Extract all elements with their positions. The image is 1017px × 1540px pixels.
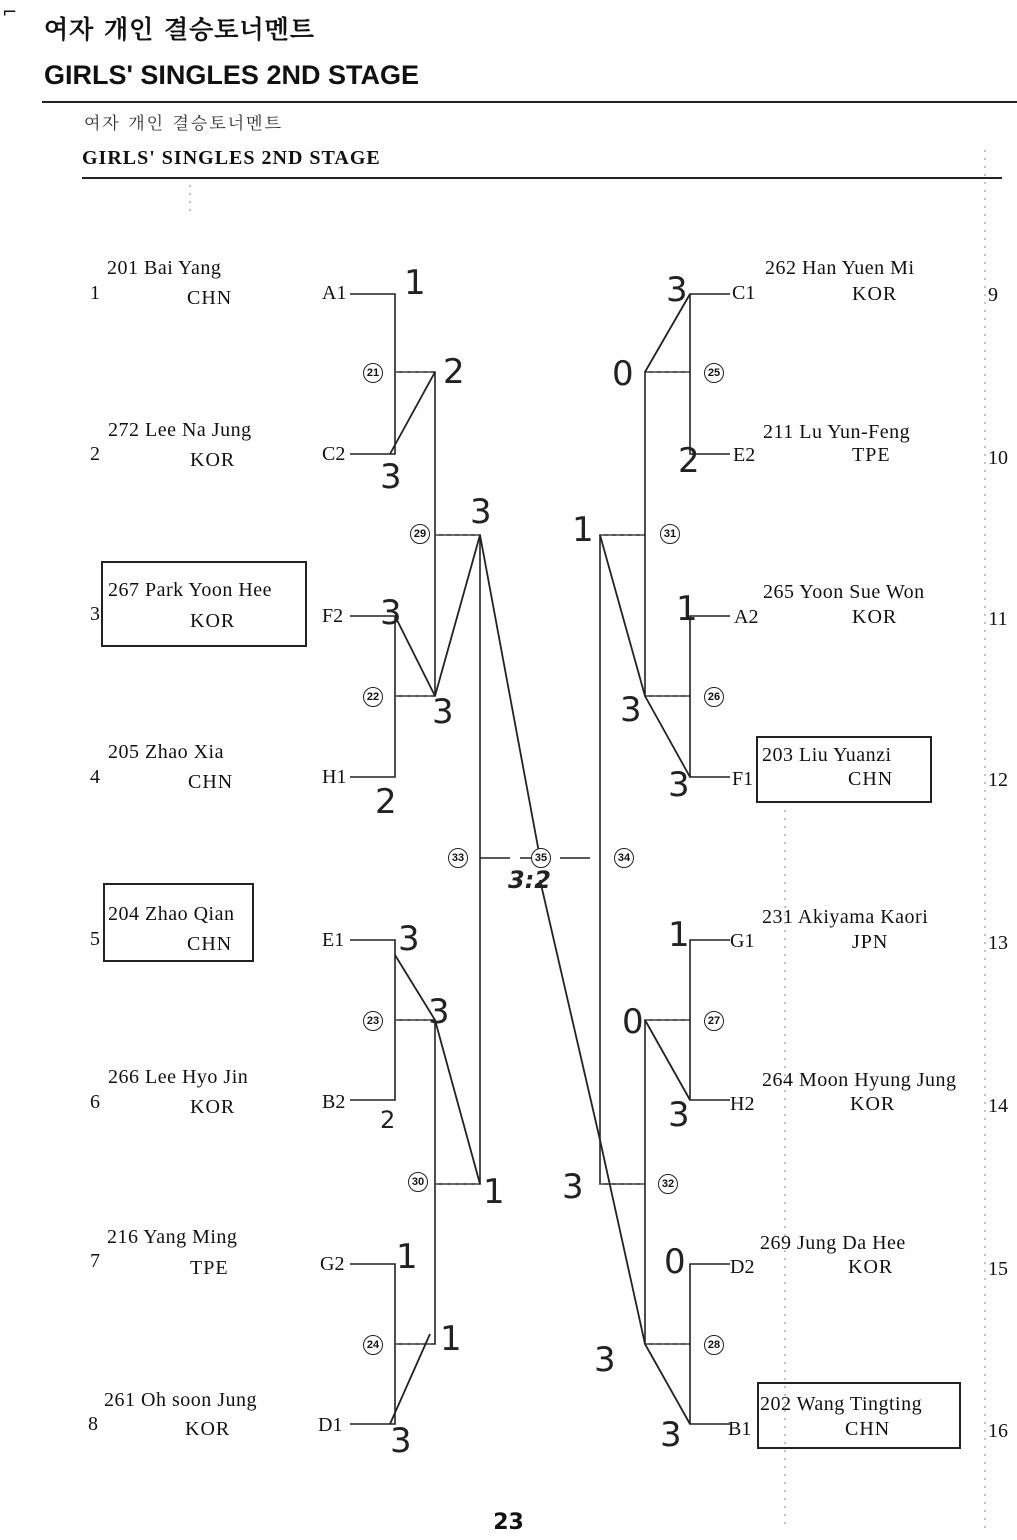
draw-code: E1 (322, 929, 345, 951)
handwritten-score: 3 (594, 1340, 616, 1380)
seed-number: 12 (988, 769, 1008, 791)
handwritten-score: 0 (622, 1002, 644, 1042)
draw-code: D1 (318, 1414, 343, 1436)
subtitle-english: GIRLS' SINGLES 2ND STAGE (82, 147, 381, 169)
player-name: 216 Yang Ming (107, 1226, 238, 1248)
draw-code: C1 (732, 282, 756, 304)
draw-code: B2 (322, 1091, 346, 1113)
player-country: CHN (187, 933, 233, 955)
player-country: TPE (852, 444, 891, 466)
handwritten-score: 3 (562, 1167, 584, 1207)
match-number-badge: 22 (363, 687, 383, 707)
handwritten-score: 1 (668, 915, 690, 955)
handwritten-score: 3 (398, 919, 420, 959)
match-number-badge: 31 (660, 524, 680, 544)
handwritten-score: 1 (404, 263, 426, 303)
seed-number: 16 (988, 1420, 1008, 1442)
handwritten-score: 3 (668, 765, 690, 805)
handwritten-score: 1 (572, 510, 594, 550)
handwritten-score: 3 (470, 492, 492, 532)
handwritten-score: 2 (443, 352, 465, 392)
draw-code: D2 (730, 1256, 755, 1278)
player-name: 267 Park Yoon Hee (108, 579, 273, 601)
draw-code: F1 (732, 768, 754, 790)
draw-code: A1 (322, 282, 347, 304)
player-country: CHN (187, 287, 233, 309)
handwritten-score: 2 (678, 441, 700, 481)
seed-number: 11 (988, 608, 1008, 630)
draw-code: G1 (730, 930, 755, 952)
player-name: 205 Zhao Xia (108, 741, 224, 763)
player-country: TPE (190, 1257, 229, 1279)
handwritten-score: 1 (483, 1172, 505, 1212)
player-name: 266 Lee Hyo Jin (108, 1066, 249, 1088)
handwritten-score: 1 (396, 1237, 418, 1277)
handwritten-score: 3 (620, 690, 642, 730)
player-country: KOR (185, 1418, 231, 1440)
seed-number: 8 (88, 1413, 98, 1435)
draw-code: B1 (728, 1418, 752, 1440)
handwritten-score: 1 (676, 589, 698, 629)
match-number-badge: 33 (448, 848, 468, 868)
subtitle-korean: 여자 개인 결승토너멘트 (84, 114, 284, 134)
draw-code: E2 (733, 444, 756, 466)
page-title-korean: 여자 개인 결승토너멘트 (44, 15, 315, 44)
draw-code: H1 (322, 766, 347, 788)
player-country: KOR (852, 283, 898, 305)
player-country: KOR (190, 610, 236, 632)
handwritten-score: 3 (660, 1415, 682, 1455)
player-name: 262 Han Yuen Mi (765, 257, 915, 279)
match-number-badge: 34 (614, 848, 634, 868)
player-name: 264 Moon Hyung Jung (762, 1069, 957, 1091)
seed-number: 7 (90, 1250, 100, 1272)
handwritten-score: 3 (432, 692, 454, 732)
player-name: 261 Oh soon Jung (104, 1389, 258, 1411)
seed-number: 1 (90, 282, 100, 304)
seed-number: 2 (90, 443, 100, 465)
handwritten-score: 3 (390, 1421, 412, 1461)
match-number-badge: 21 (363, 363, 383, 383)
highlight-box (101, 561, 307, 647)
seed-number: 13 (988, 932, 1008, 954)
player-country: CHN (845, 1418, 891, 1440)
match-number-badge: 29 (410, 524, 430, 544)
player-country: KOR (190, 449, 236, 471)
match-number-badge: 25 (704, 363, 724, 383)
seed-number: 9 (988, 284, 998, 306)
draw-code: F2 (322, 605, 344, 627)
handwritten-score: 3 (380, 593, 402, 633)
handwritten-score: 3 (428, 992, 450, 1032)
match-number-badge: 35 (531, 848, 551, 868)
draw-code: G2 (320, 1253, 345, 1275)
handwritten-score: 3 (666, 270, 688, 310)
handwritten-score: 3 (380, 457, 402, 497)
player-name: 272 Lee Na Jung (108, 419, 252, 441)
match-number-badge: 26 (704, 687, 724, 707)
page-number: 23 (493, 1510, 524, 1535)
player-name: 211 Lu Yun-Feng (763, 421, 911, 443)
seed-number: 6 (90, 1091, 100, 1113)
draw-code: A2 (734, 606, 759, 628)
final-score: 3:2 (508, 866, 551, 894)
player-country: JPN (852, 931, 889, 953)
player-country: KOR (850, 1093, 896, 1115)
seed-number: 10 (988, 447, 1008, 469)
player-name: 204 Zhao Qian (108, 903, 235, 925)
match-number-badge: 32 (658, 1174, 678, 1194)
handwritten-score: 0 (612, 354, 634, 394)
match-number-badge: 27 (704, 1011, 724, 1031)
handwritten-score: 3 (668, 1095, 690, 1135)
player-name: 202 Wang Tingting (760, 1393, 923, 1415)
handwritten-score: 0 (664, 1242, 686, 1282)
seed-number: 3 (90, 603, 100, 625)
draw-code: C2 (322, 443, 346, 465)
player-country: CHN (848, 768, 894, 790)
player-country: CHN (188, 771, 234, 793)
handwritten-score: 1 (440, 1319, 462, 1359)
player-country: KOR (852, 606, 898, 628)
seed-number: 15 (988, 1258, 1008, 1280)
handwritten-score: 2 (380, 1106, 396, 1134)
draw-code: H2 (730, 1093, 755, 1115)
player-name: 269 Jung Da Hee (760, 1232, 906, 1254)
player-name: 203 Liu Yuanzi (762, 744, 892, 766)
player-name: 231 Akiyama Kaori (762, 906, 929, 928)
match-number-badge: 28 (704, 1335, 724, 1355)
handwritten-score: 2 (375, 782, 397, 822)
player-name: 201 Bai Yang (107, 257, 222, 279)
seed-number: 14 (988, 1095, 1008, 1117)
seed-number: 5 (90, 928, 100, 950)
player-country: KOR (848, 1256, 894, 1278)
seed-number: 4 (90, 766, 100, 788)
corner-mark: ⌐ (2, 2, 18, 23)
player-name: 265 Yoon Sue Won (763, 581, 925, 603)
page-title-english: GIRLS' SINGLES 2ND STAGE (44, 60, 419, 90)
match-number-badge: 23 (363, 1011, 383, 1031)
match-number-badge: 30 (408, 1172, 428, 1192)
match-number-badge: 24 (363, 1335, 383, 1355)
player-country: KOR (190, 1096, 236, 1118)
